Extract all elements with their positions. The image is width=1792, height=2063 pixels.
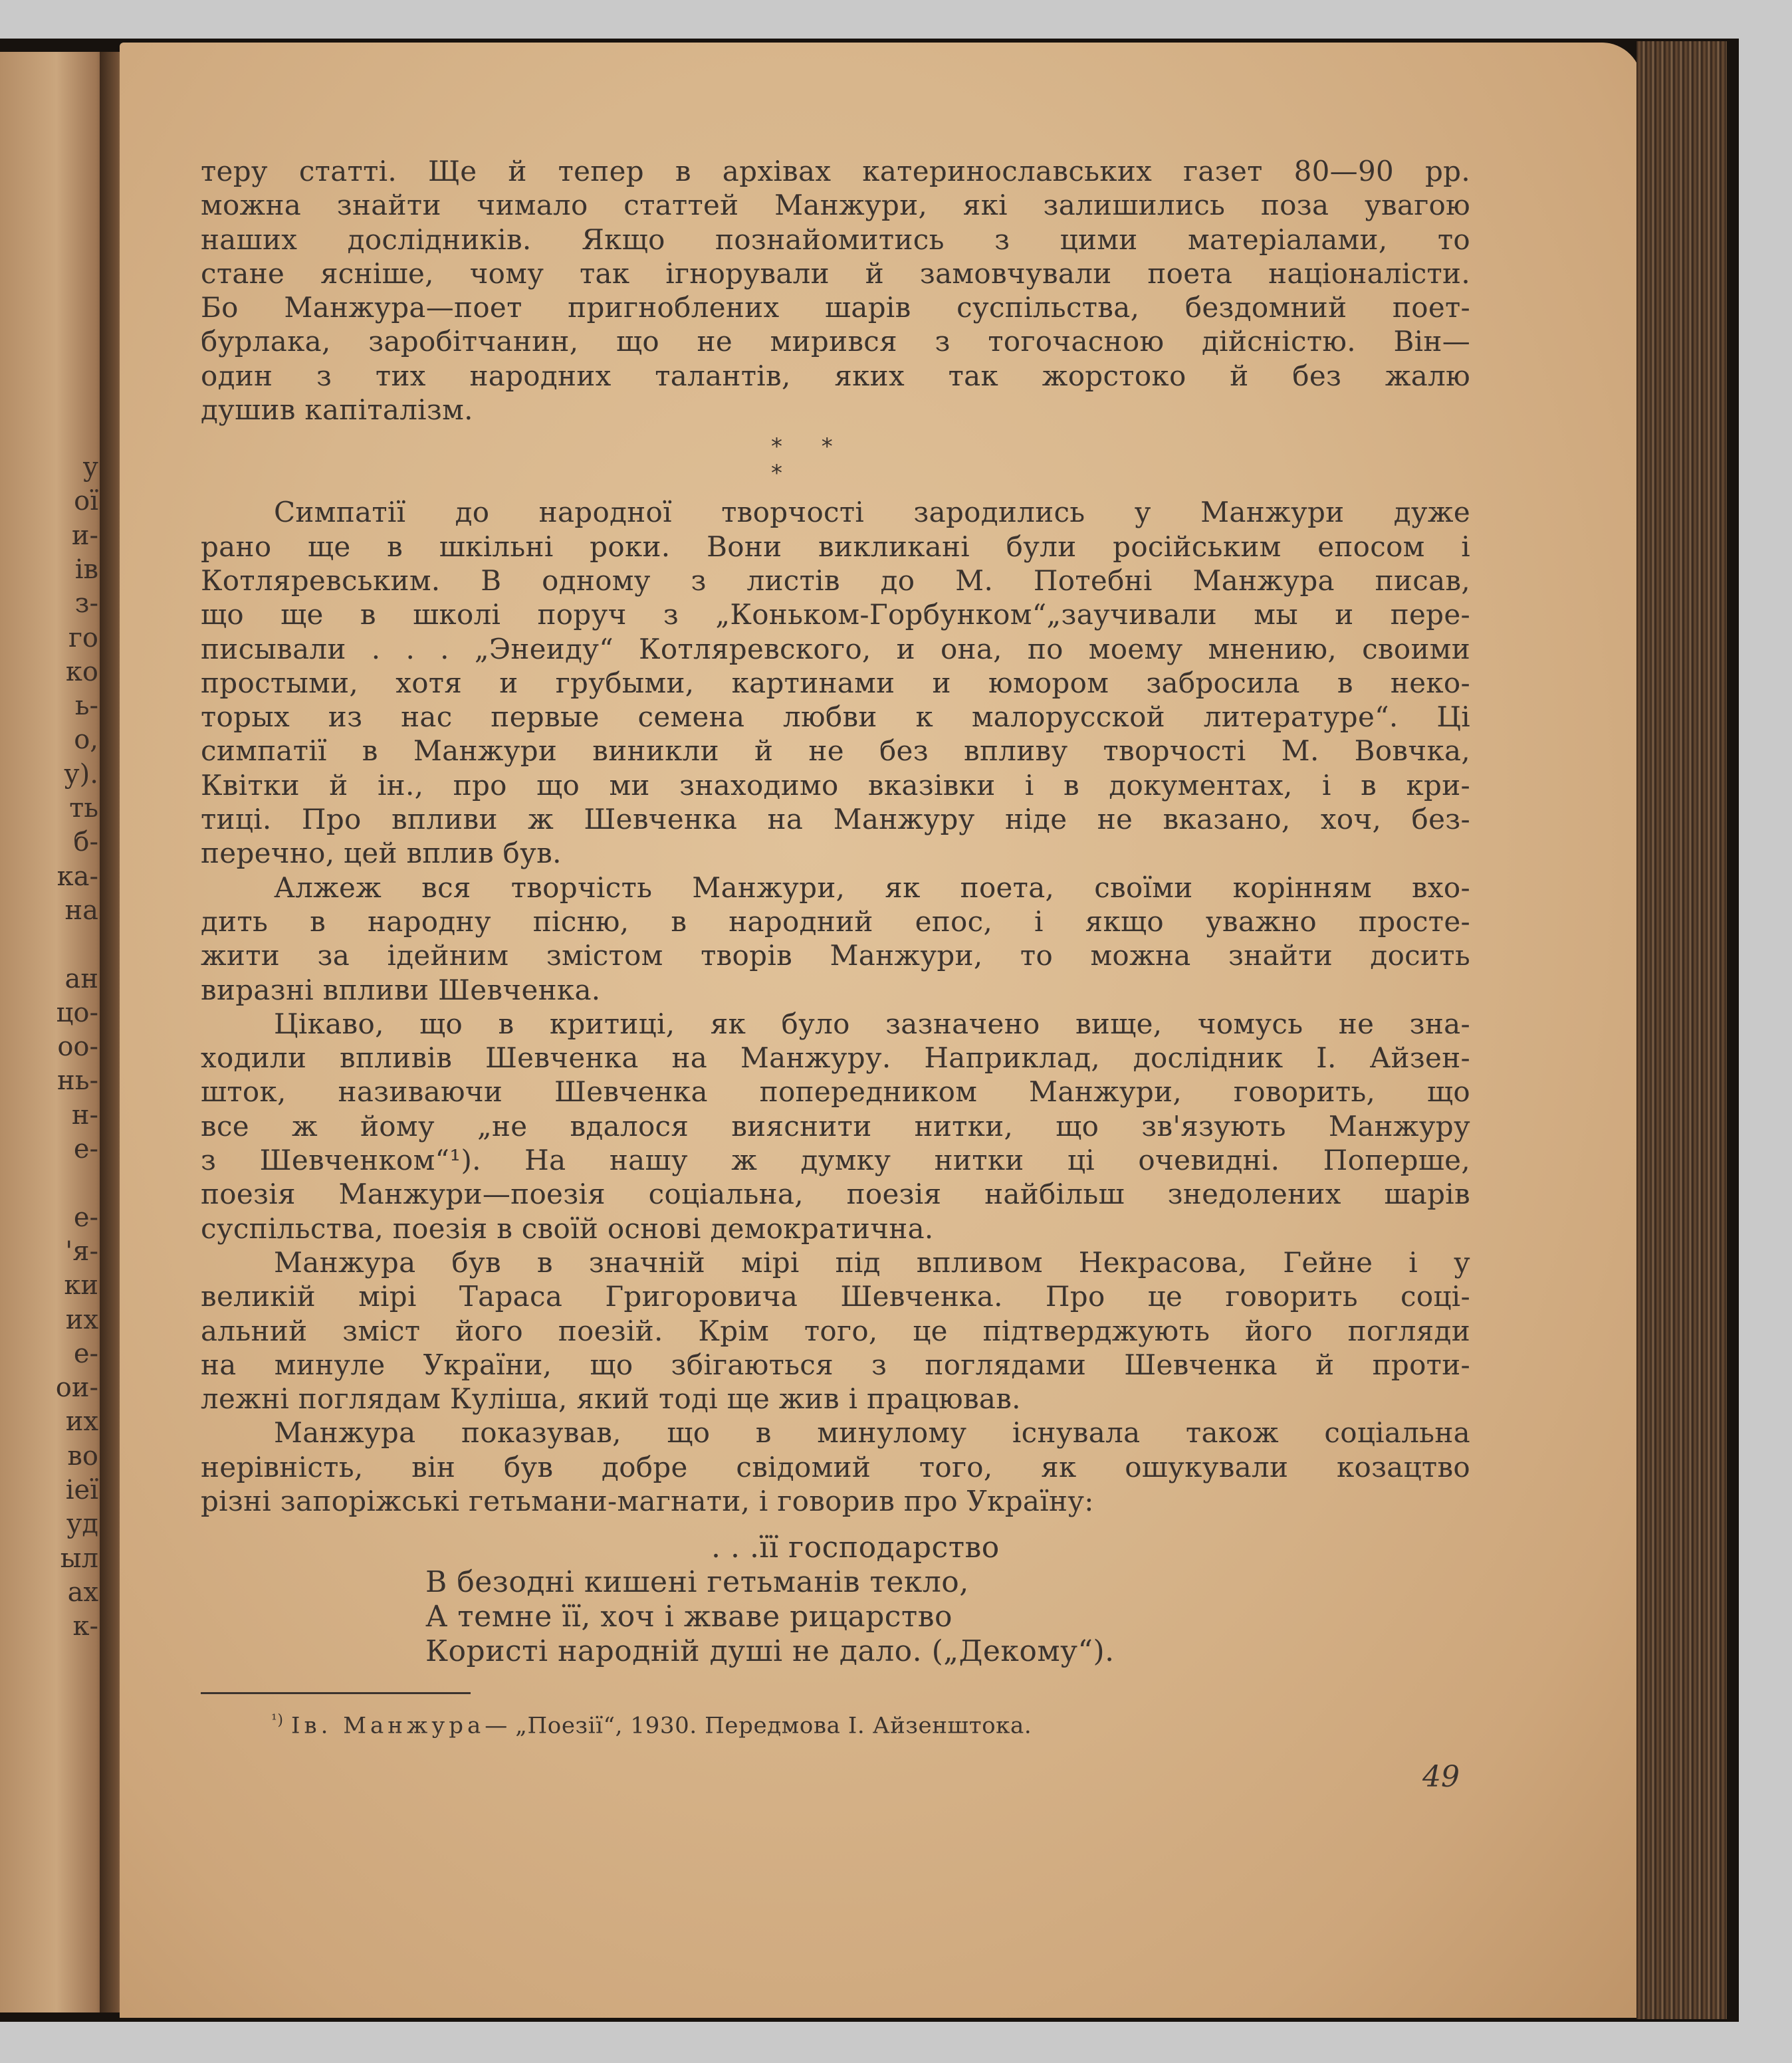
text-line: виразні впливи Шевченка.	[201, 973, 601, 1006]
text-line: душив капіталізм.	[201, 393, 473, 427]
text-line: на минуле України, що збігаються з поглядами Шевченка й проти-	[201, 1348, 1470, 1381]
previous-page-fragment: ка-	[56, 861, 98, 892]
text-line: можна знайти чимало статтей Манжури, які залишились поза увагою	[201, 189, 1470, 222]
previous-page-fragment: у	[82, 452, 98, 483]
previous-page-fragment: оо-	[57, 1032, 98, 1063]
footnote	[271, 1712, 1032, 1739]
text-line: що ще в школі поруч з „Коньком-Горбунком“„заучивали мы и пере-	[201, 598, 1470, 631]
text-line: Цікаво, що в критиці, як було зазначено вище, чомусь не зна-	[274, 1007, 1470, 1040]
intro-paragraph	[201, 154, 1470, 427]
text-line: Симпатії до народної творчості зародились у Манжури дуже	[274, 496, 1470, 529]
section-separator	[771, 433, 877, 487]
text-line: бурлака, заробітчанин, що не мирився з тогочасною дійсністю. Він—	[201, 325, 1470, 358]
text-line: рано ще в шкільні роки. Вони викликані були російським епосом і	[201, 530, 1470, 563]
verse-line: Користі народній душі не дало. („Декому“).	[425, 1634, 1115, 1668]
text-line: писывали . . . „Энеиду“ Котляревского, и она, по моему мнению, своими	[201, 632, 1470, 665]
previous-page-fragment: н-	[71, 1099, 98, 1131]
page-stack-edge	[1636, 41, 1727, 2019]
text-line: ходили впливів Шевченка на Манжуру. Наприклад, дослідник І. Айзен-	[201, 1041, 1470, 1075]
text-line: стане ясніше, чому так ігнорували й замовчували поета націоналісти.	[201, 257, 1470, 290]
text-line: симпатії в Манжури виникли й не без впливу творчості М. Вовчка,	[201, 734, 1470, 768]
text-line: Бо Манжура—поет пригноблених шарів суспільства, бездомний поет-	[201, 291, 1470, 324]
previous-page-fragment: о,	[74, 724, 98, 756]
text-line: лежні поглядам Куліша, який тоді ще жив і працював.	[201, 1382, 1021, 1416]
previous-page-fragment: ть	[69, 793, 98, 823]
previous-page-fragment: е-	[73, 1338, 98, 1369]
previous-page-fragment: нь-	[57, 1065, 98, 1097]
previous-page-fragment: ки	[64, 1270, 98, 1301]
body-paragraphs	[201, 495, 1470, 1518]
text-line: торых из нас первые семена любви к малорусской литературе“. Ці	[201, 701, 1470, 734]
footnote-rule	[201, 1692, 471, 1694]
previous-page-fragment: ан	[64, 963, 98, 994]
verse-line: . . .її господарство	[711, 1531, 1000, 1565]
previous-page-fragment: цо-	[56, 997, 98, 1028]
text-line: жити за ідейним змістом творів Манжури, то можна знайти досить	[201, 939, 1470, 972]
previous-page-fragment: е-	[73, 1134, 98, 1164]
previous-page-fragment: их	[65, 1304, 98, 1335]
previous-page-fragment: го	[68, 622, 98, 653]
text-line: все ж йому „не вдалося вияснити нитки, що зв'язують Манжуру	[201, 1109, 1470, 1142]
previous-page-fragment: ко	[65, 656, 98, 687]
text-line: перечно, цей вплив був.	[201, 837, 562, 870]
text-line: великій мірі Тараса Григоровича Шевченка. Про це говорить соці-	[201, 1280, 1470, 1313]
previous-page-fragment: их	[65, 1406, 98, 1438]
previous-page-fragment: ои-	[55, 1372, 98, 1404]
text-line: теру статті. Ще й тепер в архівах катеринославських газет 80—90 рр.	[201, 155, 1470, 187]
main-text	[201, 154, 1470, 1518]
verse-line: А темне її, хоч і жваве рицарство	[425, 1600, 953, 1634]
text-line: Манжура показував, що в минулому існувала також соціальна	[274, 1416, 1470, 1450]
previous-page-fragment: на	[64, 895, 98, 926]
previous-page-fragment: ої	[74, 486, 98, 517]
text-line: суспільства, поезія в своїй основі демократична.	[201, 1212, 934, 1245]
text-line: поезія Манжури—поезія соціальна, поезія найбільш знедолених шарів	[201, 1178, 1470, 1211]
footnote-text: — „Поезії“, 1930. Передмова І. Айзенштока.	[485, 1712, 1032, 1739]
separator-asterisks: * * *	[771, 433, 849, 487]
previous-page-fragment: 'я-	[65, 1236, 98, 1267]
previous-page-fragment: ах	[67, 1576, 98, 1608]
previous-page-fragment: во	[67, 1440, 98, 1471]
text-line: нерівність, він був добре свідомий того, як ошукували козацтво	[201, 1450, 1470, 1483]
footnote-author: Ів. Манжура	[291, 1712, 485, 1739]
text-line: Манжура був в значній мірі під впливом Некрасова, Гейне і у	[274, 1246, 1470, 1279]
text-line: Котляревським. В одному з листів до М. Потебні Манжура писав,	[201, 564, 1470, 597]
previous-page-fragment: б-	[73, 827, 98, 858]
text-line: з Шевченком“¹). На нашу ж думку нитки ці очевидні. Поперше,	[201, 1144, 1470, 1177]
previous-page-fragment: ыл	[60, 1543, 98, 1574]
page-number: 49	[1422, 1760, 1460, 1794]
previous-page-fragment: іеї	[65, 1475, 98, 1505]
verse-line: В безодні кишені гетьманів текло,	[425, 1565, 969, 1599]
previous-page-fragment: уд	[66, 1509, 98, 1540]
previous-page-fragment: ь-	[74, 691, 98, 722]
text-line: дить в народну пісню, в народний епос, і якщо уважно простe-	[201, 905, 1470, 938]
previous-page-fragment: и-	[71, 520, 98, 551]
text-line: Квітки й ін., про що ми знаходимо вказівки і в документах, і в кри-	[201, 768, 1470, 802]
text-line: шток, називаючи Шевченка попередником Манжури, говорить, що	[201, 1075, 1470, 1109]
text-line: тиці. Про впливи ж Шевченка на Манжуру ніде не вказано, хоч, без-	[201, 803, 1470, 836]
text-line: наших дослідників. Якщо познайомитись з цими матеріалами, то	[201, 223, 1470, 256]
text-line: простыми, хотя и грубыми, картинами и юмором забросила в неко-	[201, 666, 1470, 699]
previous-page-fragment: к-	[72, 1611, 98, 1642]
text-line: різні запоріжські гетьмани-магнати, і говорив про Україну:	[201, 1484, 1094, 1517]
previous-page-fragment: з-	[74, 588, 98, 619]
text-line: альний зміст його поезій. Крім того, це підтверджують його погляди	[201, 1314, 1470, 1347]
previous-page-fragment: ів	[74, 554, 98, 585]
previous-page-edge	[0, 52, 113, 2012]
previous-page-fragment: у).	[64, 758, 98, 790]
text-line: один з тих народних талантів, яких так жорстоко й без жалю	[201, 359, 1470, 392]
footnote-marker: ¹)	[271, 1712, 284, 1729]
text-line: Алжеж вся творчість Манжури, як поета, своїми корінням вхо-	[274, 871, 1470, 904]
poem-quote	[425, 1531, 1115, 1669]
previous-page-fragment: е-	[73, 1202, 98, 1233]
